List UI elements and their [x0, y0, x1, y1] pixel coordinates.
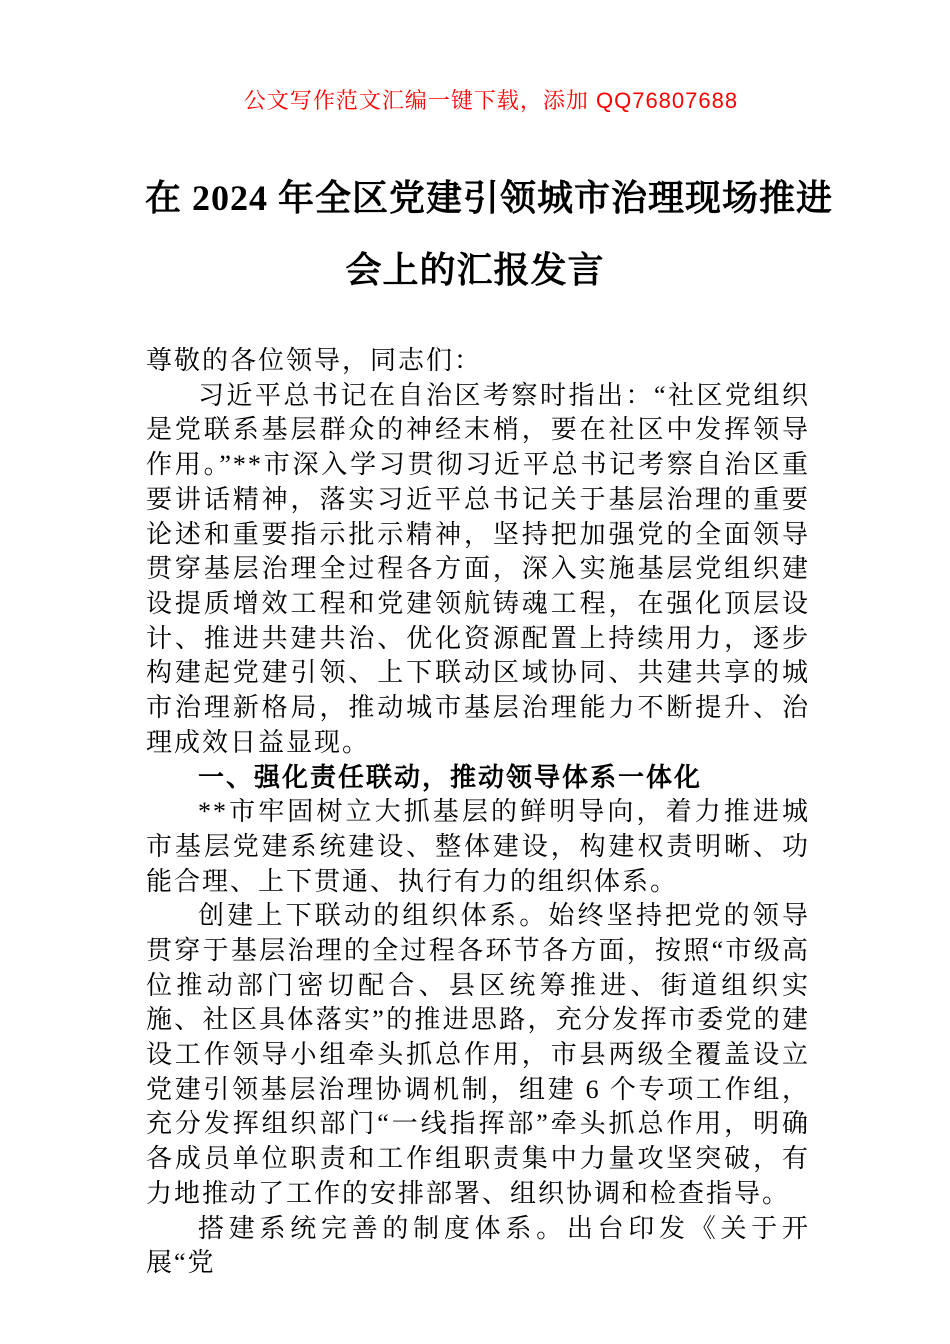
- doc-body: [146, 344, 810, 1281]
- doc-title-line-2: 会上的汇报发言: [345, 250, 605, 290]
- paragraph: 搭建系统完善的制度体系。出台印发《关于开展“党: [146, 1213, 810, 1278]
- doc-title: [145, 162, 834, 306]
- paragraph: **市牢固树立大抓基层的鲜明导向，着力推进城市基层党建系统建设、整体建设，构建权责明晰、功能合理、上下贯通、执行有力的组织体系。: [146, 797, 810, 896]
- paragraph: 创建上下联动的组织体系。始终坚持把党的领导贯穿于基层治理的全过程各环节各方面，按照“市级高位推动部门密切配合、县区统筹推进、街道组织实施、社区具体落实”的推进思路，充分发挥市委党的建设工作领导小组牵头抓总作用，市县两级全覆盖设立党建引领基层治理协调机制，组建 6 个专项工作组，充分发挥组织部门“一线指挥部”牵头抓总作用，明确各成员单位职责和工作组职责集中力量攻坚突破，有力地推动了工作的安排部署、组织协调和检查指导。: [146, 901, 810, 1208]
- paragraph: 尊敬的各位领导，同志们：: [146, 346, 483, 375]
- doc-title-line-1: 在 2024 年全区党建引领城市治理现场推进: [145, 178, 834, 218]
- paragraph: 习近平总书记在自治区考察时指出：“社区党组织是党联系基层群众的神经末梢，要在社区中发挥领导作用。”**市深入学习贯彻习近平总书记考察自治区重要讲话精神，落实习近平总书记关于基层治理的重要论述和重要指示批示精神，坚持把加强党的全面领导贯穿基层治理全过程各方面，深入实施基层党组织建设提质增效工程和党建领航铸魂工程，在强化顶层设计、推进共建共治、优化资源配置上持续用力，逐步构建起党建引领、上下联动区域协同、共建共享的城市治理新格局，推动城市基层治理能力不断提升、治理成效日益显现。: [146, 380, 810, 757]
- promo-banner-text: 公文写作范文汇编一键下载，添加 QQ76807688: [243, 88, 739, 113]
- section-heading: 一、强化责任联动，推动领导体系一体化: [198, 762, 703, 793]
